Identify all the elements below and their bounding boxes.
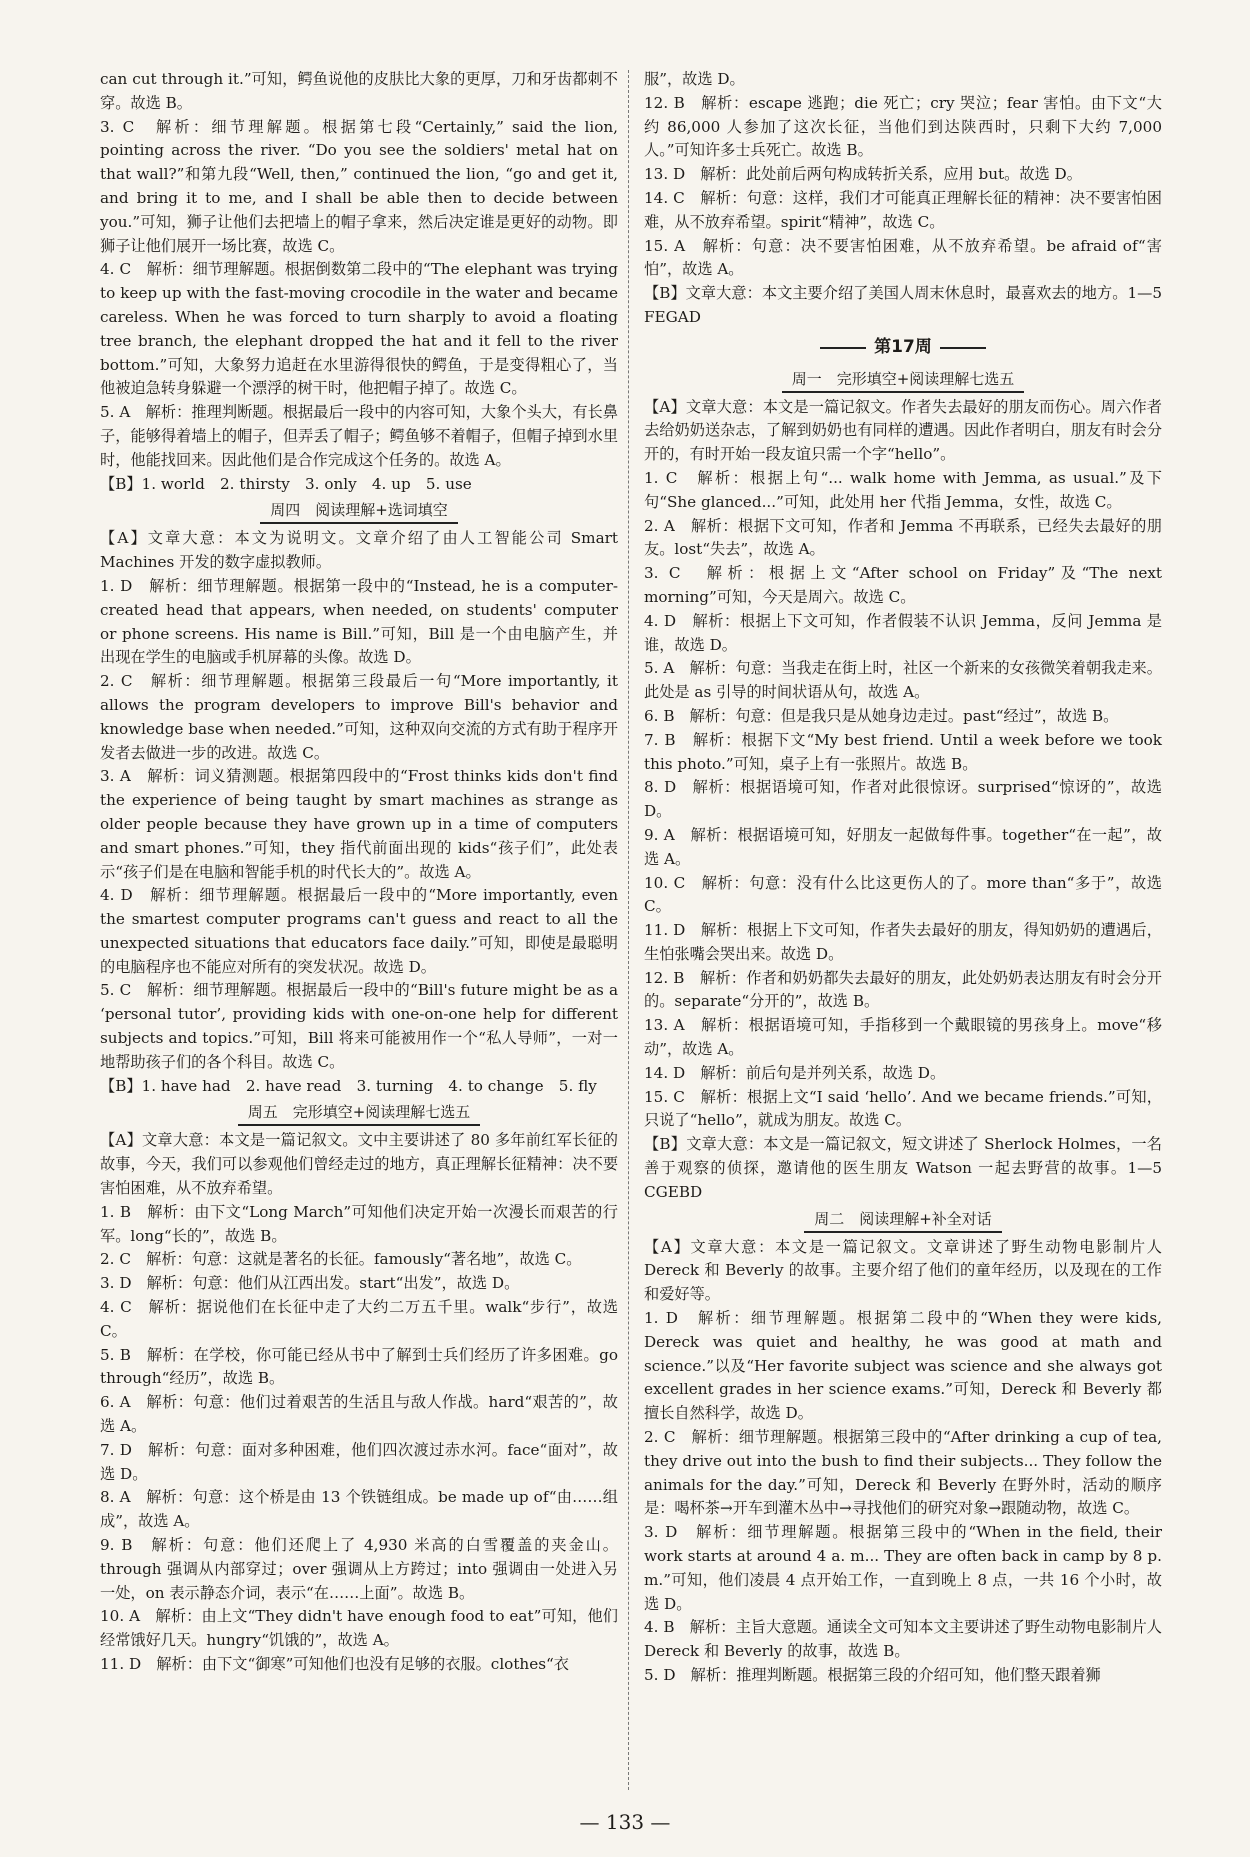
paragraph: 7. D 解析：句意：面对多种困难，他们四次渡过赤水河。face“面对”，故选 D。 xyxy=(100,1440,618,1483)
paragraph: 14. C 解析：句意：这样，我们才可能真正理解长征的精神：决不要害怕困难，从不放弃希望。spirit“精神”，故选 C。 xyxy=(644,188,1162,231)
paragraph: 6. B 解析：句意：但是我只是从她身边走过。past“经过”，故选 B。 xyxy=(644,706,1119,725)
paragraph: 15. C 解析：根据上文“I said ‘hello’. And we became friends.”可知，只说了“hello”，就成为朋友。故选 C。 xyxy=(644,1087,1162,1130)
paragraph: 4. D 解析：根据上下文可知，作者假装不认识 Jemma，反问 Jemma 是谁，故选 D。 xyxy=(644,611,1162,654)
paragraph: 9. B 解析：句意：他们还爬上了 4,930 米高的白雪覆盖的夹金山。through 强调从内部穿过；over 强调从上方跨过；into 强调由一处进入另一处，on 表示静态介词，表示“在……上面”。故选 B。 xyxy=(100,1536,618,1602)
paragraph: 2. C 解析：细节理解题。根据第三段最后一句“More importantly, it allows the program developers to improve Bill's behavior and knowledge base when needed.”可知，这种双向交流的方式有助于程序开发者去做进一步的改进。故选 C。 xyxy=(100,672,618,762)
paragraph: 14. D 解析：前后句是并列关系，故选 D。 xyxy=(644,1063,946,1082)
paragraph: 11. D 解析：由下文“御寒”可知他们也没有足够的衣服。clothes“衣 xyxy=(100,1655,569,1673)
paragraph: 1. D 解析：细节理解题。根据第二段中的“When they were kids, Dereck was quiet and healthy, he was good at math and science.”以及“Her favorite subject was science and she always got excellent grades in her science exams.”可知，Dereck 和 Beverly 都擅长自然科学，故选 D。 xyxy=(644,1309,1162,1423)
paragraph: 【A】文章大意：本文为说明文。文章介绍了由人工智能公司 Smart Machines 开发的数字虚拟教师。 xyxy=(100,529,618,572)
paragraph: 2. C 解析：细节理解题。根据第三段中的“After drinking a cup of tea, they drive out into the bush to find their subjects... They follow the animals for the day.”可知，Dereck 和 Beverly 在野外时，活动的顺序是：喝杯茶→开车到灌木丛中→寻找他们的研究对象→跟随动物，故选 C。 xyxy=(644,1428,1162,1518)
paragraph: 2. A 解析：根据下文可知，作者和 Jemma 不再联系，已经失去最好的朋友。lost“失去”，故选 A。 xyxy=(644,516,1162,559)
paragraph: 3. D 解析：细节理解题。根据第三段中的“When in the field, their work starts at around 4 a. m... They are often back in camp by 8 p. m.”可知，他们凌晨 4 点开始工作，一直到晚上 8 点，一共 16 个小时，故选 D。 xyxy=(644,1523,1162,1613)
paragraph: 4. C 解析：细节理解题。根据倒数第二段中的“The elephant was trying to keep up with the fast-moving crocodile in the water and became careless. When he was forced to turn sharply to avoid a floating tree branch, the elephant dropped the hat and it fell to the river bottom.”可知，大象努力追赶在水里游得很快的鳄鱼，于是变得粗心了，当他被迫急转身躲避一个漂浮的树干时，他把帽子掉了。故选 C。 xyxy=(100,260,618,398)
page-number: — 133 — xyxy=(579,1810,671,1834)
paragraph: 4. B 解析：主旨大意题。通读全文可知本文主要讲述了野生动物电影制片人 Dereck 和 Beverly 的故事，故选 B。 xyxy=(644,1618,1162,1661)
paragraph: 1. D 解析：细节理解题。根据第一段中的“Instead, he is a computer-created head that appears, when needed, on students' computer or phone screens. His name is Bill.”可知，Bill 是一个由电脑产生，并出现在学生的电脑或手机屏幕的头像。故选 D。 xyxy=(100,576,618,667)
paragraph: can cut through it.”可知，鳄鱼说他的皮肤比大象的更厚，刀和牙齿都刺不穿。故选 B。 xyxy=(100,70,618,112)
paragraph: 2. C 解析：句意：这就是著名的长征。famously“著名地”，故选 C。 xyxy=(100,1250,582,1269)
section-heading-thursday: 周四 阅读理解+选词填空 xyxy=(100,499,618,524)
section-heading-tuesday: 周二 阅读理解+补全对话 xyxy=(644,1208,1162,1233)
paragraph: 3. A 解析：词义猜测题。根据第四段中的“Frost thinks kids don't find the experience of being taught by smart machines as strange as older people because they have grown up in a time of computers and smart phones.”可知，they 指代前面出现的 kids“孩子们”，此处表示“孩子们是在电脑和智能手机的时代长大的”。故选 A。 xyxy=(100,767,618,881)
paragraph: 服”，故选 D。 xyxy=(644,70,745,88)
paragraph: 1. B 解析：由下文“Long March”可知他们决定开始一次漫长而艰苦的行军。long“长的”，故选 B。 xyxy=(100,1202,618,1245)
paragraph: 13. A 解析：根据语境可知，手指移到一个戴眼镜的男孩身上。move“移动”，故选 A。 xyxy=(644,1016,1162,1059)
paragraph: 3. C 解析：细节理解题。根据第七段“Certainly,” said the lion, pointing across the river. “Do you see the soldiers' metal hat on that wall?”和第九段“Well, then,” continued the lion, “go and get it, and bring it to me, and I shall be able then to decide between you.”可知，狮子让他们去把墙上的帽子拿来，然后决定谁是更好的动物。即狮子让他们展开一场比赛，故选 C。 xyxy=(100,117,618,255)
paragraph: 【A】文章大意：本文是一篇记叙文。文章讲述了野生动物电影制片人 Dereck 和 Beverly 的故事。主要介绍了他们的童年经历，以及现在的工作和爱好等。 xyxy=(644,1237,1162,1304)
right-column xyxy=(644,68,1162,1688)
paragraph: 【B】文章大意：本文主要介绍了美国人周末休息时，最喜欢去的地方。1—5 FEGAD xyxy=(644,284,1162,326)
paragraph: 【B】1. world 2. thirsty 3. only 4. up 5. use xyxy=(100,474,472,493)
paragraph: 5. A 解析：句意：当我走在街上时，社区一个新来的女孩微笑着朝我走来。此处是 as 引导的时间状语从句，故选 A。 xyxy=(644,659,1162,702)
section-heading-friday: 周五 完形填空+阅读理解七选五 xyxy=(100,1101,618,1126)
paragraph: 12. B 解析：escape 逃跑；die 死亡；cry 哭泣；fear 害怕。由下文“大约 86,000 人参加了这次长征，当他们到达陕西时，只剩下大约 7,000 人。”可知许多士兵死亡。故选 B。 xyxy=(644,93,1162,160)
left-column xyxy=(100,68,618,1677)
paragraph: 【A】文章大意：本文是一篇记叙文。文中主要讲述了 80 多年前红军长征的故事，今天，我们可以参观他们曾经走过的地方，真正理解长征精神：决不要害怕困难，从不放弃希望。 xyxy=(100,1131,618,1198)
paragraph: 13. D 解析：此处前后两句构成转折关系，应用 but。故选 D。 xyxy=(644,165,1082,184)
paragraph: 15. A 解析：句意：决不要害怕困难，从不放弃希望。be afraid of“害怕”，故选 A。 xyxy=(644,236,1162,279)
paragraph: 5. A 解析：推理判断题。根据最后一段中的内容可知，大象个头大，有长鼻子，能够得着墙上的帽子，但弄丢了帽子；鳄鱼够不着帽子，但帽子掉到水里时，他能找回来。因此他们是合作完成这个任务的。故选 A。 xyxy=(100,403,618,469)
paragraph: 8. D 解析：根据语境可知，作者对此很惊讶。surprised“惊讶的”，故选 D。 xyxy=(644,778,1162,821)
paragraph: 5. C 解析：细节理解题。根据最后一段中的“Bill's future might be as a ‘personal tutor’, providing kids with one-on-one help for different subjects and topics.”可知，Bill 将来可能被用作一个“私人导师”，一对一地帮助孩子们的各个科目。故选 C。 xyxy=(100,981,618,1071)
paragraph: 【B】文章大意：本文是一篇记叙文，短文讲述了 Sherlock Holmes，一名善于观察的侦探，邀请他的医生朋友 Watson 一起去野营的故事。1—5 CGEBD xyxy=(644,1135,1162,1201)
paragraph: 12. B 解析：作者和奶奶都失去最好的朋友，此处奶奶表达朋友有时会分开的。separate“分开的”，故选 B。 xyxy=(644,968,1162,1011)
paragraph: 8. A 解析：句意：这个桥是由 13 个铁链组成。be made up of“由……组成”，故选 A。 xyxy=(100,1488,618,1531)
paragraph: 7. B 解析：根据下文“My best friend. Until a week before we took this photo.”可知，桌子上有一张照片。故选 B。 xyxy=(644,730,1162,773)
paragraph: 3. D 解析：句意：他们从江西出发。start“出发”，故选 D。 xyxy=(100,1274,520,1293)
paragraph: 11. D 解析：根据上下文可知，作者失去最好的朋友，得知奶奶的遭遇后，生怕张嘴会哭出来。故选 D。 xyxy=(644,921,1162,963)
paragraph: 【A】文章大意：本文是一篇记叙文。作者失去最好的朋友而伤心。周六作者去给奶奶送杂志，了解到奶奶也有同样的遭遇。因此作者明白，朋友有时会分开的，有时开始一段友谊只需一个字“hello”。 xyxy=(644,397,1162,464)
paragraph: 9. A 解析：根据语境可知，好朋友一起做每件事。together“在一起”，故选 A。 xyxy=(644,825,1162,868)
column-divider xyxy=(628,70,629,1790)
paragraph: 3. C 解析：根据上文“After school on Friday”及“The next morning”可知，今天是周六。故选 C。 xyxy=(644,564,1162,606)
paragraph: 5. B 解析：在学校，你可能已经从书中了解到士兵们经历了许多困难。go through“经历”，故选 B。 xyxy=(100,1345,618,1388)
paragraph: 1. C 解析：根据上句“... walk home with Jemma, as usual.”及下句“She glanced...”可知，此处用 her 代指 Jemma，女性，故选 C。 xyxy=(644,468,1162,511)
section-heading-monday: 周一 完形填空+阅读理解七选五 xyxy=(644,368,1162,393)
paragraph: 4. C 解析：据说他们在长征中走了大约二万五千里。walk“步行”，故选 C。 xyxy=(100,1298,618,1340)
paragraph: 4. D 解析：细节理解题。根据最后一段中的“More importantly, even the smartest computer programs can't guess and react to all the unexpected situations that educators face daily.”可知，即使是最聪明的电脑程序也不能应对所有的突发状况。故选 D。 xyxy=(100,886,618,976)
paragraph: 【B】1. have had 2. have read 3. turning 4. to change 5. fly xyxy=(100,1076,597,1095)
paragraph: 10. A 解析：由上文“They didn't have enough food to eat”可知，他们经常饿好几天。hungry“饥饿的”，故选 A。 xyxy=(100,1607,618,1650)
paragraph: 5. D 解析：推理判断题。根据第三段的介绍可知，他们整天跟着狮 xyxy=(644,1666,1101,1684)
paragraph: 10. C 解析：句意：没有什么比这更伤人的了。more than“多于”，故选 C。 xyxy=(644,873,1162,916)
week-heading: 第17周 xyxy=(644,336,1162,360)
paragraph: 6. A 解析：句意：他们过着艰苦的生活且与敌人作战。hard“艰苦的”，故选 A。 xyxy=(100,1393,618,1436)
